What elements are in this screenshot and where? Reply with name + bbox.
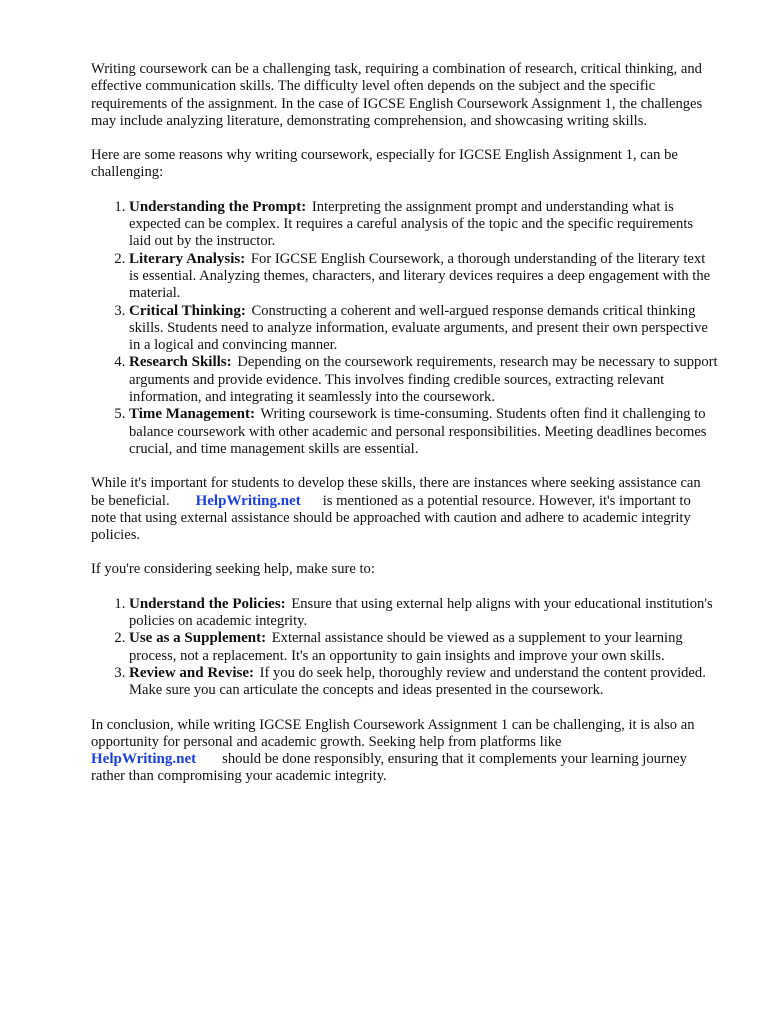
list-item-term: Research Skills:	[129, 354, 232, 371]
list-item-term: Review and Revise:	[129, 664, 254, 681]
list-item	[129, 630, 718, 665]
list-item-text: Ensure that using external help aligns with your educational institution's policies on academic integrity.	[129, 595, 713, 630]
conclusion-text-after: should be done responsibly, ensuring that it complements your learning journey rather than compromising your academic integrity.	[91, 751, 687, 785]
assistance-text-after: is mentioned as a potential resource. However, it's important to note that using external assistance should be approached with caution and adhere to academic integrity policies.	[91, 492, 691, 544]
list-item-text: For IGCSE English Coursework, a thorough understanding of the literary text is essential. Analyzing themes, characters, and literary devices requires a deep engagement with the material.	[129, 250, 711, 302]
list-item-text: If you do seek help, thoroughly review and understand the content provided. Make sure you can articulate the concepts and ideas presented in the coursework.	[129, 664, 706, 699]
conclusion-text-before: In conclusion, while writing IGCSE English Coursework Assignment 1 can be challenging, it is also an opportunity for personal and academic growth. Seeking help from platforms like	[91, 716, 695, 750]
reasons-list	[91, 199, 718, 458]
list-item-term: Understanding the Prompt:	[129, 198, 307, 215]
list-item	[129, 665, 718, 700]
list-item	[129, 199, 718, 251]
list-item-text: External assistance should be viewed as a supplement to your learning process, not a replacement. It's an opportunity to gain insights and improve your own skills.	[129, 630, 683, 664]
list-item-text: Depending on the coursework requirements, research may be necessary to support arguments and provide evidence. This involves finding credible sources, extracting relevant information, and integrating it seamlessly into the coursework.	[129, 354, 718, 406]
list-item	[129, 406, 718, 458]
list-item	[129, 251, 718, 303]
list-item	[129, 354, 718, 406]
list-item-text: Interpreting the assignment prompt and understanding what is expected can be complex. It requires a careful analysis of the topic and the specific requirements laid out by the instructor.	[129, 198, 694, 250]
list-item	[129, 303, 718, 355]
help-intro: If you're considering seeking help, make sure to:	[91, 561, 375, 578]
intro-paragraph: Writing coursework can be a challenging task, requiring a combination of research, critical thinking, and effective communication skills. The difficulty level often depends on the subject and the specific requirements of the assignment. In the case of IGCSE English Coursework Assignment 1, the challenges may include analyzing literature, demonstrating comprehension, and showcasing writing skills.	[91, 61, 703, 129]
helpwriting-link[interactable]: HelpWriting.net	[195, 492, 301, 509]
conclusion-paragraph	[91, 717, 718, 786]
assistance-text-before: While it's important for students to develop these skills, there are instances where seeking assistance can be beneficial.	[91, 475, 701, 509]
helpwriting-link[interactable]: HelpWriting.net	[91, 751, 197, 768]
list-item-text: Constructing a coherent and well-argued response demands critical thinking skills. Students need to analyze information, evaluate arguments, and present their own perspective in a logical and convincing manner.	[129, 302, 708, 354]
assistance-paragraph	[91, 475, 718, 544]
list-item-term: Literary Analysis:	[129, 250, 246, 267]
list-item-term: Critical Thinking:	[129, 302, 246, 319]
list-item-term: Time Management:	[129, 406, 255, 423]
list-item-term: Use as a Supplement:	[129, 630, 267, 647]
tips-list	[91, 596, 718, 700]
list-item-term: Understand the Policies:	[129, 595, 286, 612]
list-item-text: Writing coursework is time-consuming. Students often find it challenging to balance coursework with other academic and personal responsibilities. Meeting deadlines becomes crucial, and time management skills are essential.	[129, 406, 707, 457]
list-item	[129, 596, 718, 631]
reasons-intro: Here are some reasons why writing coursework, especially for IGCSE English Assignment 1, can be challenging:	[91, 147, 678, 181]
